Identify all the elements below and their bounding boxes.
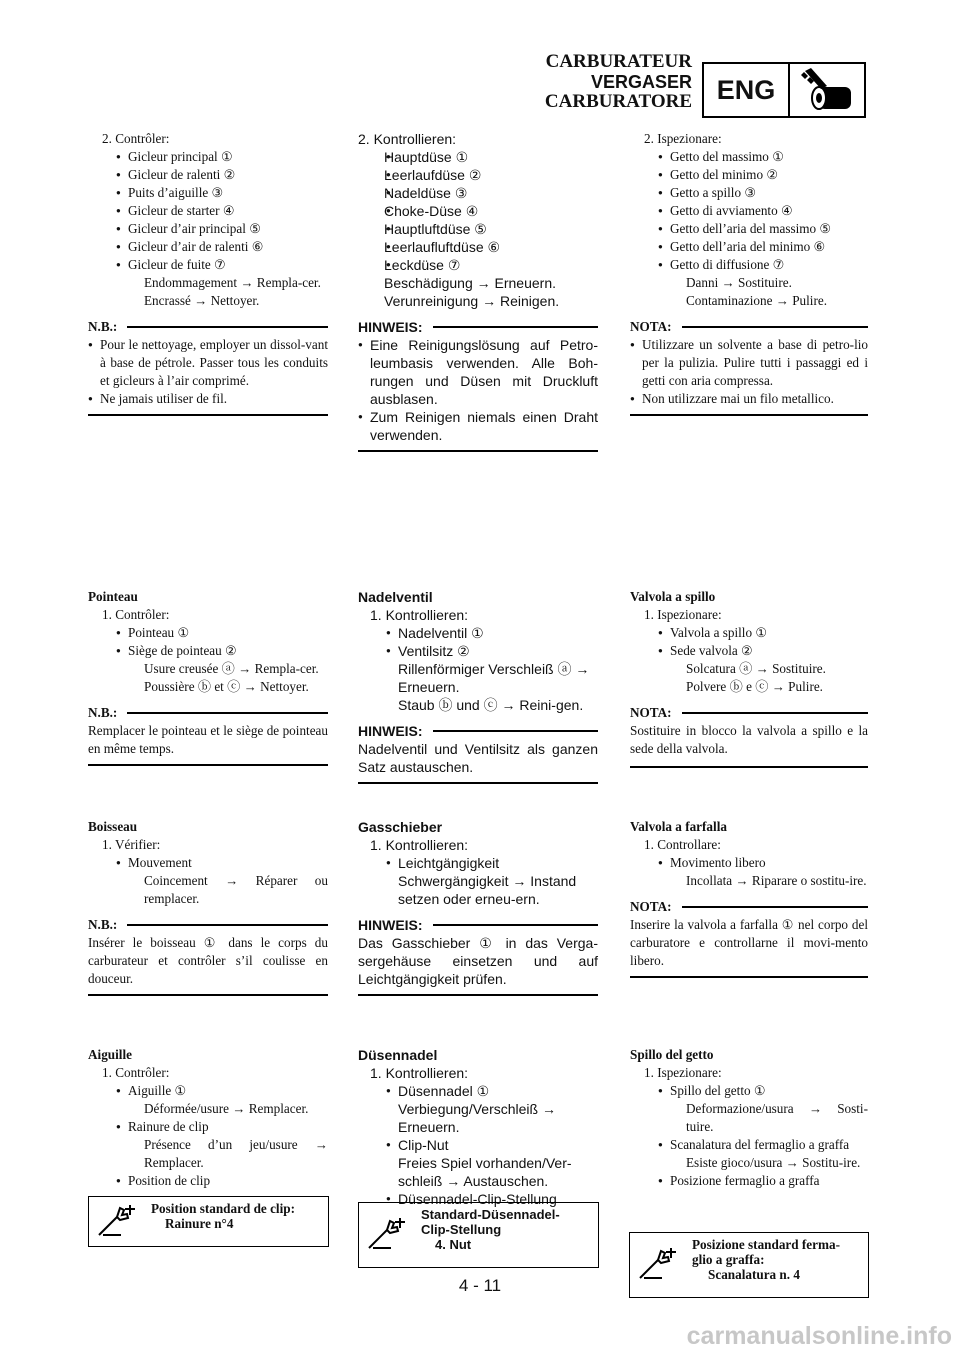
- de-title: Gasschieber: [358, 819, 443, 835]
- note-label: N.B.:: [88, 319, 118, 334]
- de-note-header: [358, 318, 598, 336]
- it-note-header: [630, 318, 868, 336]
- de-item: ● Hauptluftdüse ⑤: [358, 220, 598, 238]
- fr-step: 2. Contrôler:: [102, 131, 170, 146]
- note-label: HINWEIS:: [358, 723, 423, 739]
- fr-section-jet-needle: [88, 1046, 328, 1190]
- divider: [358, 450, 598, 452]
- title-it: CARBURATORE: [544, 91, 692, 112]
- it-note-header: [630, 704, 868, 722]
- it-title: Valvola a farfalla: [630, 819, 727, 834]
- it-section-throttle-valve: [630, 818, 868, 978]
- fr-item: ● Position de clip: [88, 1172, 328, 1190]
- it-item: ● Getto dell’aria del minimo ⑥: [630, 238, 868, 256]
- de-title: Düsennadel: [358, 1047, 438, 1063]
- fr-item: ● Rainure de clip: [88, 1118, 328, 1136]
- fr-note-header: [88, 318, 328, 336]
- de-action: Staub ⓑ und ⓒ → Reini-gen.: [398, 697, 584, 713]
- fr-spec-box: [88, 1196, 329, 1247]
- de-step: 1. Kontrollieren:: [370, 607, 469, 623]
- section-badge: [702, 62, 866, 118]
- it-item: ● Getto dell’aria del massimo ⑤: [630, 220, 868, 238]
- title-fr: CARBURATEUR: [545, 51, 692, 72]
- it-title: Valvola a spillo: [630, 589, 716, 604]
- it-section-jet-needle: [630, 1046, 868, 1190]
- it-action: Incollata → Riparare o sostitu-ire.: [686, 873, 867, 888]
- de-item: ● Leerlaufluftdüse ⑥: [358, 238, 598, 256]
- fr-note-header: [88, 916, 328, 934]
- divider: [433, 924, 598, 926]
- it-item: ● Getto di avviamento ④: [630, 202, 868, 220]
- watermark: carmanualsonline.info: [686, 1322, 952, 1350]
- fr-item: ● Siège de pointeau ②: [88, 642, 328, 660]
- fr-item: ● Gicleur d’air principal ⑤: [88, 220, 328, 238]
- note-label: N.B.:: [88, 705, 118, 720]
- fr-note: Remplacer le pointeau et le siège de pointeau en même temps.: [88, 723, 328, 756]
- it-action: Solcatura ⓐ → Sostituire.: [686, 661, 826, 676]
- fr-note: ● Ne jamais utiliser de fil.: [88, 390, 328, 408]
- fr-section-needle-valve: [88, 588, 328, 766]
- wrench-icon: [89, 1197, 145, 1246]
- it-item: ● Getto del minimo ②: [630, 166, 868, 184]
- de-spec-box: [358, 1202, 599, 1268]
- de-item: ● Nadelventil ①: [358, 624, 598, 642]
- note-label: NOTA:: [630, 705, 672, 720]
- divider: [88, 994, 328, 996]
- wrench-icon: [359, 1203, 415, 1267]
- it-step: 2. Ispezionare:: [644, 131, 722, 146]
- divider: [682, 326, 868, 328]
- de-item: ● Düsennadel ①: [358, 1082, 598, 1100]
- de-item: ● Clip-Nut: [358, 1136, 598, 1154]
- de-action: Beschädigung → Erneuern.: [384, 275, 556, 291]
- de-item: ● Hauptdüse ①: [358, 148, 598, 166]
- it-item: ● Scanalatura del fermaglio a graffa: [630, 1136, 868, 1154]
- it-item: ● Getto di diffusione ⑦: [630, 256, 868, 274]
- fr-action: Encrassé → Nettoyer.: [144, 293, 260, 308]
- divider: [127, 712, 328, 714]
- spec-line: Standard-Düsennadel-: [421, 1207, 560, 1222]
- it-action: Polvere ⓑ e ⓒ → Pulire.: [686, 679, 823, 694]
- de-note: Nadelventil und Ventilsitz als ganzen Satz austauschen.: [358, 741, 598, 775]
- fr-note: Insérer le boisseau ① dans le corps du carburateur et contrôler s’il coulisse en douceur.: [88, 935, 328, 986]
- de-item: ● Leichtgängigkeit: [358, 854, 598, 872]
- it-step: 1. Controllare:: [644, 837, 721, 852]
- de-title: Nadelventil: [358, 589, 433, 605]
- spec-line: Posizione standard ferma-: [692, 1237, 840, 1252]
- de-note: Das Gasschieber ① in das Verga-sergehäuse einsetzen und auf Leichtgängigkeit prüfen.: [358, 935, 598, 987]
- fr-section-check-jets: [88, 130, 328, 416]
- page-number: 4 - 11: [458, 1276, 502, 1295]
- fr-title: Pointeau: [88, 589, 138, 604]
- it-title: Spillo del getto: [630, 1047, 714, 1062]
- note-label: HINWEIS:: [358, 917, 423, 933]
- de-note-header: [358, 916, 598, 934]
- it-item: ● Spillo del getto ①: [630, 1082, 868, 1100]
- fr-action: Coincement → Réparer ou remplacer.: [144, 873, 328, 906]
- fr-title: Aiguille: [88, 1047, 132, 1062]
- spec-line: Position standard de clip:: [151, 1201, 295, 1216]
- de-section-jet-needle: [358, 1046, 598, 1208]
- it-action: Danni → Sostituire.: [686, 275, 792, 290]
- it-note: Sostituire in blocco la valvola a spillo e la sede della valvola.: [630, 723, 868, 756]
- divider: [127, 924, 328, 926]
- de-action: Rillenförmiger Verschleiß ⓐ → Erneuern.: [398, 661, 590, 695]
- fr-item: ● Aiguille ①: [88, 1082, 328, 1100]
- de-action: Verunreinigung → Reinigen.: [384, 293, 560, 309]
- divider: [127, 326, 328, 328]
- it-action: Deformazione/usura → Sosti-tuire.: [686, 1101, 868, 1134]
- fr-note: ● Pour le nettoyage, employer un dissol-vant à base de pétrole. Passer tous les conduits et gicleurs à l’air comprimé.: [88, 336, 328, 390]
- engine-icon: [790, 64, 864, 116]
- divider: [682, 712, 868, 714]
- spec-line: glio a graffa:: [692, 1252, 765, 1267]
- fr-note-header: [88, 704, 328, 722]
- fr-step: 1. Vérifier:: [102, 837, 161, 852]
- section-badge-label: ENG: [704, 64, 790, 116]
- de-note: ● Zum Reinigen niemals einen Draht verwenden.: [358, 408, 598, 444]
- de-section-needle-valve: [358, 588, 598, 784]
- spec-line: Scanalatura n. 4: [708, 1267, 800, 1282]
- de-action: Schwergängigkeit → Instand setzen oder erneu-ern.: [398, 873, 577, 907]
- it-step: 1. Ispezionare:: [644, 1065, 722, 1080]
- fr-step: 1. Contrôler:: [102, 607, 170, 622]
- it-note: ● Utilizzare un solvente a base di petro-lio per la pulizia. Pulire tutti i passaggi ed i getti con aria compressa.: [630, 336, 868, 390]
- fr-item: ● Gicleur de starter ④: [88, 202, 328, 220]
- it-section-needle-valve: [630, 588, 868, 768]
- it-item: ● Getto del massimo ①: [630, 148, 868, 166]
- fr-item: ● Gicleur principal ①: [88, 148, 328, 166]
- fr-action: Usure creusée ⓐ → Rempla-cer.: [144, 661, 319, 676]
- divider: [433, 730, 598, 732]
- fr-action: Présence d’un jeu/usure → Remplacer.: [144, 1137, 328, 1170]
- divider: [88, 764, 328, 766]
- de-item: ● Ventilsitz ②: [358, 642, 598, 660]
- it-action: Contaminazione → Pulire.: [686, 293, 828, 308]
- fr-item: ● Gicleur de fuite ⑦: [88, 256, 328, 274]
- fr-action: Endommagement → Rempla-cer.: [144, 275, 321, 290]
- de-step: 1. Kontrollieren:: [370, 837, 469, 853]
- de-item: ● Düsennadel-Clip-Stellung: [358, 1190, 598, 1208]
- fr-section-throttle-valve: [88, 818, 328, 996]
- fr-action: Déformée/usure → Remplacer.: [144, 1101, 309, 1116]
- de-note-header: [358, 722, 598, 740]
- fr-item: ● Gicleur d’air de ralenti ⑥: [88, 238, 328, 256]
- fr-title: Boisseau: [88, 819, 138, 834]
- it-section-check-jets: [630, 130, 868, 416]
- divider: [630, 976, 868, 978]
- note-label: HINWEIS:: [358, 319, 423, 335]
- fr-item: ● Pointeau ①: [88, 624, 328, 642]
- it-item: ● Posizione fermaglio a graffa: [630, 1172, 868, 1190]
- divider: [88, 414, 328, 416]
- de-item: ● Choke-Düse ④: [358, 202, 598, 220]
- de-action: Freies Spiel vorhanden/Ver-schleiß → Austauschen.: [398, 1155, 572, 1189]
- title-de: VERGASER: [590, 72, 692, 92]
- fr-step: 1. Contrôler:: [102, 1065, 170, 1080]
- de-step: 2. Kontrollieren:: [358, 131, 457, 147]
- de-section-throttle-valve: [358, 818, 598, 996]
- spec-line: 4. Nut: [435, 1237, 472, 1252]
- fr-item: ● Puits d’aiguille ③: [88, 184, 328, 202]
- it-item: ● Movimento libero: [630, 854, 868, 872]
- divider: [682, 906, 868, 908]
- it-item: ● Valvola a spillo ①: [630, 624, 868, 642]
- it-item: ● Sede valvola ②: [630, 642, 868, 660]
- divider: [630, 766, 868, 768]
- divider: [358, 994, 598, 996]
- de-item: ● Leckdüse ⑦: [358, 256, 598, 274]
- it-step: 1. Ispezionare:: [644, 607, 722, 622]
- de-note: ● Eine Reinigungslösung auf Petro-leumbasis verwenden. Alle Boh-rungen und Düsen mit Druckluft ausblasen.: [358, 336, 598, 408]
- divider: [358, 782, 598, 784]
- divider: [433, 326, 598, 328]
- divider: [630, 414, 868, 416]
- it-action: Esiste gioco/usura → Sostitu-ire.: [686, 1155, 861, 1170]
- section-title: [545, 52, 692, 112]
- it-note-header: [630, 898, 868, 916]
- fr-item: ● Mouvement: [88, 854, 328, 872]
- fr-item: ● Gicleur de ralenti ②: [88, 166, 328, 184]
- de-step: 1. Kontrollieren:: [370, 1065, 469, 1081]
- de-section-check-jets: [358, 130, 598, 452]
- de-item: ● Nadeldüse ③: [358, 184, 598, 202]
- it-note: ● Non utilizzare mai un filo metallico.: [630, 390, 868, 408]
- it-note: Inserire la valvola a farfalla ① nel corpo del carburatore e controllarne il movi-mento libero.: [630, 917, 868, 968]
- note-label: N.B.:: [88, 917, 118, 932]
- spec-line: Rainure n°4: [165, 1216, 234, 1231]
- fr-action: Poussière ⓑ et ⓒ → Nettoyer.: [144, 679, 309, 694]
- de-item: ● Leerlaufdüse ②: [358, 166, 598, 184]
- note-label: NOTA:: [630, 899, 672, 914]
- de-action: Verbiegung/Verschleiß → Erneuern.: [398, 1101, 556, 1135]
- spec-line: Clip-Stellung: [421, 1222, 502, 1237]
- note-label: NOTA:: [630, 319, 672, 334]
- it-item: ● Getto a spillo ③: [630, 184, 868, 202]
